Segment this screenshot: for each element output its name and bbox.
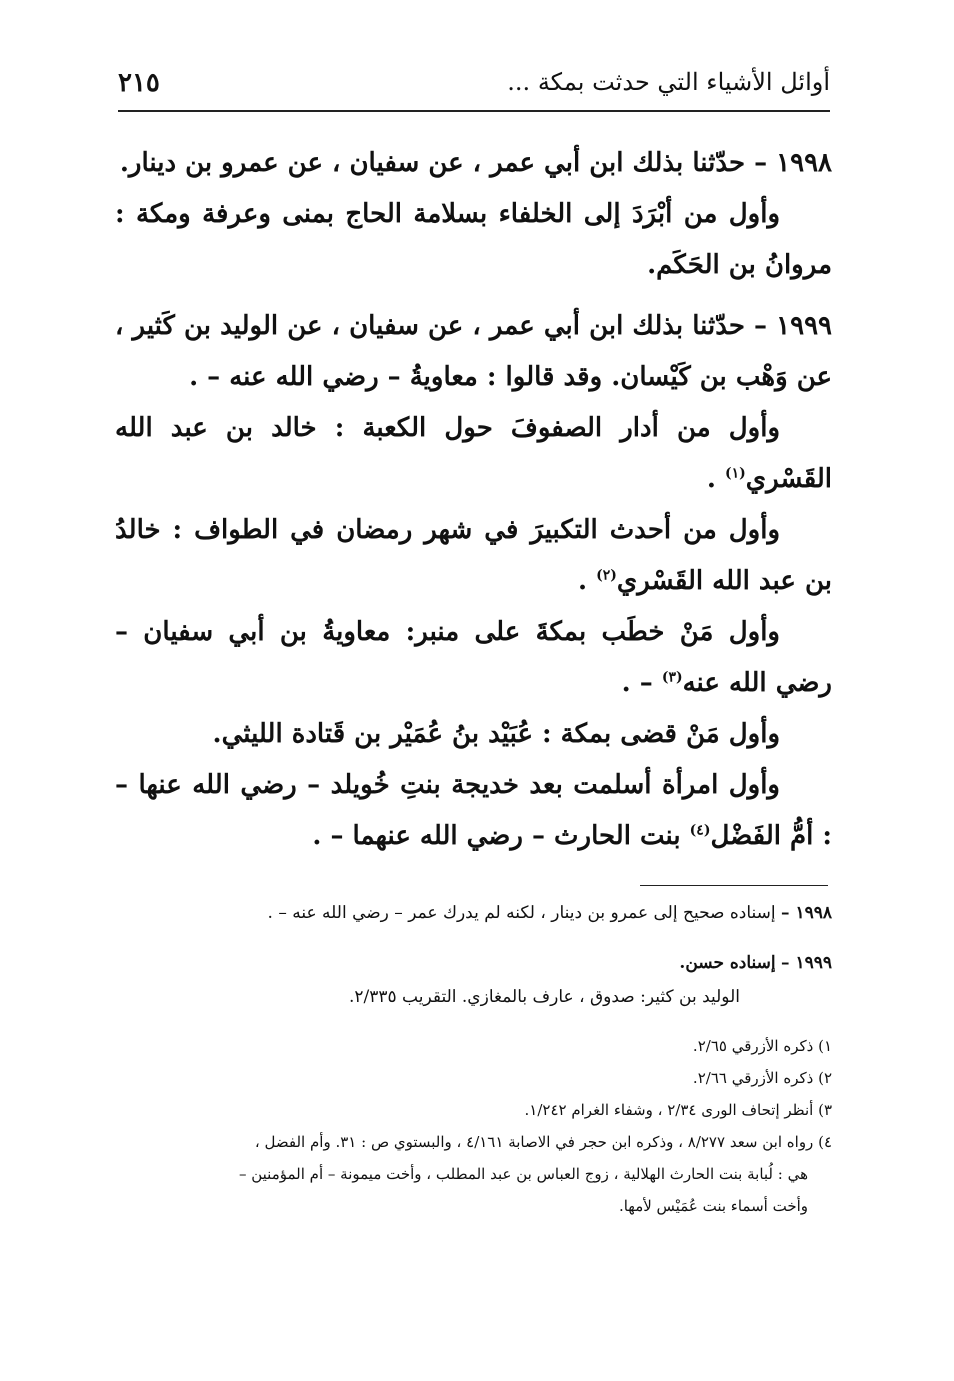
footnote-ref-1: (١) — [725, 465, 746, 482]
footnote-ref-4: (٤) — [689, 822, 711, 839]
footnote-4-line-1: ٤) رواه ابن سعد ٨/٢٧٧ ، وذكره ابن حجر في الاصابة ٤/١٦١ ، والبستوي ص : ٣١. وأم الفضل ، — [254, 1133, 832, 1151]
footnote-1999-note: الوليد بن كثير: صدوق ، عارف بالمغازي. التقريب ٢/٣٣٥. — [348, 987, 740, 1007]
paragraph-text: وأول من أحدث التكبيرَ في شهر رمضان في الطواف : خالدُ بن عبد الله القَسْري — [115, 515, 832, 596]
paragraph-first-minbar — [115, 607, 832, 709]
footnote-number: ١٩٩٨ – — [781, 903, 832, 923]
page-number: ٢١٥ — [118, 68, 160, 98]
footnote-4-line-2: هي : لُبابة بنت الحارث الهلالية ، زوج العباس بن عبد المطلب ، وأخت ميمونة – أم المؤمنين – — [238, 1165, 808, 1183]
footnote-3: ٣) أنظر إتحاف الورى ٢/٣٤ ، وشفاء الغرام ١/٢٤٢. — [524, 1101, 832, 1119]
paragraph-text: وأول من أدار الصفوفَ حول الكعبة : خالد بن عبد الله القَسْري — [115, 413, 832, 494]
paragraph-text: وأول مَنْ خطَب بمكةَ على منبر: معاويةُ بن أبي سفيان – رضي الله عنه — [115, 617, 832, 698]
paragraph-first-qadi: وأول مَنْ قضى بمكة : عُبَيْد بنُ عُمَيْر بن قَتادة الليثي. — [212, 719, 780, 749]
paragraph-end: بنت الحارث – رضي الله عنهما – . — [312, 821, 690, 851]
header-rule — [118, 110, 830, 112]
footnote-2: ٢) ذكره الأزرقي ٢/٦٦. — [692, 1069, 832, 1087]
footnote-1999 — [115, 946, 832, 980]
footnote-1: ١) ذكره الأزرقي ٢/٦٥. — [692, 1037, 832, 1055]
running-head: أوائل الأشياء التي حدثت بمكة ... — [507, 68, 830, 96]
main-text — [115, 138, 832, 862]
footnote-rule — [640, 885, 828, 886]
paragraph-1999: ١٩٩٩ – حدّثنا بذلك ابن أبي عمر ، عن سفيان ، عن الوليد بن كَثير ، عن وَهْب بن كَيْسان. وقد قالوا : معاويةُ – رضي الله عنه – . — [115, 311, 832, 392]
paragraph-end: . — [706, 464, 726, 494]
paragraph-first-takbir — [115, 505, 832, 607]
paragraph-first-safuf — [115, 403, 832, 505]
footnote-number: ١٩٩٩ – — [781, 953, 832, 973]
page-header — [118, 62, 830, 112]
paragraph-text: وأول امرأة أسلمت بعد خديجة بنتِ خُويلد – رضي الله عنها – : أمُّ الفَضْل — [115, 770, 832, 851]
footnote-4-line-3: وأخت أسماء بنت عُمَيْس لأمها. — [618, 1197, 808, 1215]
paragraph-first-woman — [115, 760, 832, 862]
footnote-text: إسناده حسن. — [679, 953, 776, 973]
footnote-1998 — [115, 896, 832, 930]
footnote-ref-3: (٣) — [661, 669, 683, 686]
paragraph-first-abrad: وأول من أبْرَدَ إلى الخلفاء بسلامة الحاج بمنى وعرفة ومكة : مروانُ بن الحَكَم. — [115, 199, 832, 280]
paragraph-end: – . — [621, 668, 662, 698]
footnote-text: إسناده صحيح إلى عمرو بن دينار ، لكنه لم يدرك عمر – رضي الله عنه – . — [267, 903, 776, 923]
paragraph-1998: ١٩٩٨ – حدّثنا بذلك ابن أبي عمر ، عن سفيان ، عن عمرو بن دينار. — [119, 148, 832, 178]
footnotes — [115, 896, 832, 1222]
paragraph-end: . — [578, 566, 597, 596]
footnote-ref-2: (٢) — [596, 567, 617, 584]
